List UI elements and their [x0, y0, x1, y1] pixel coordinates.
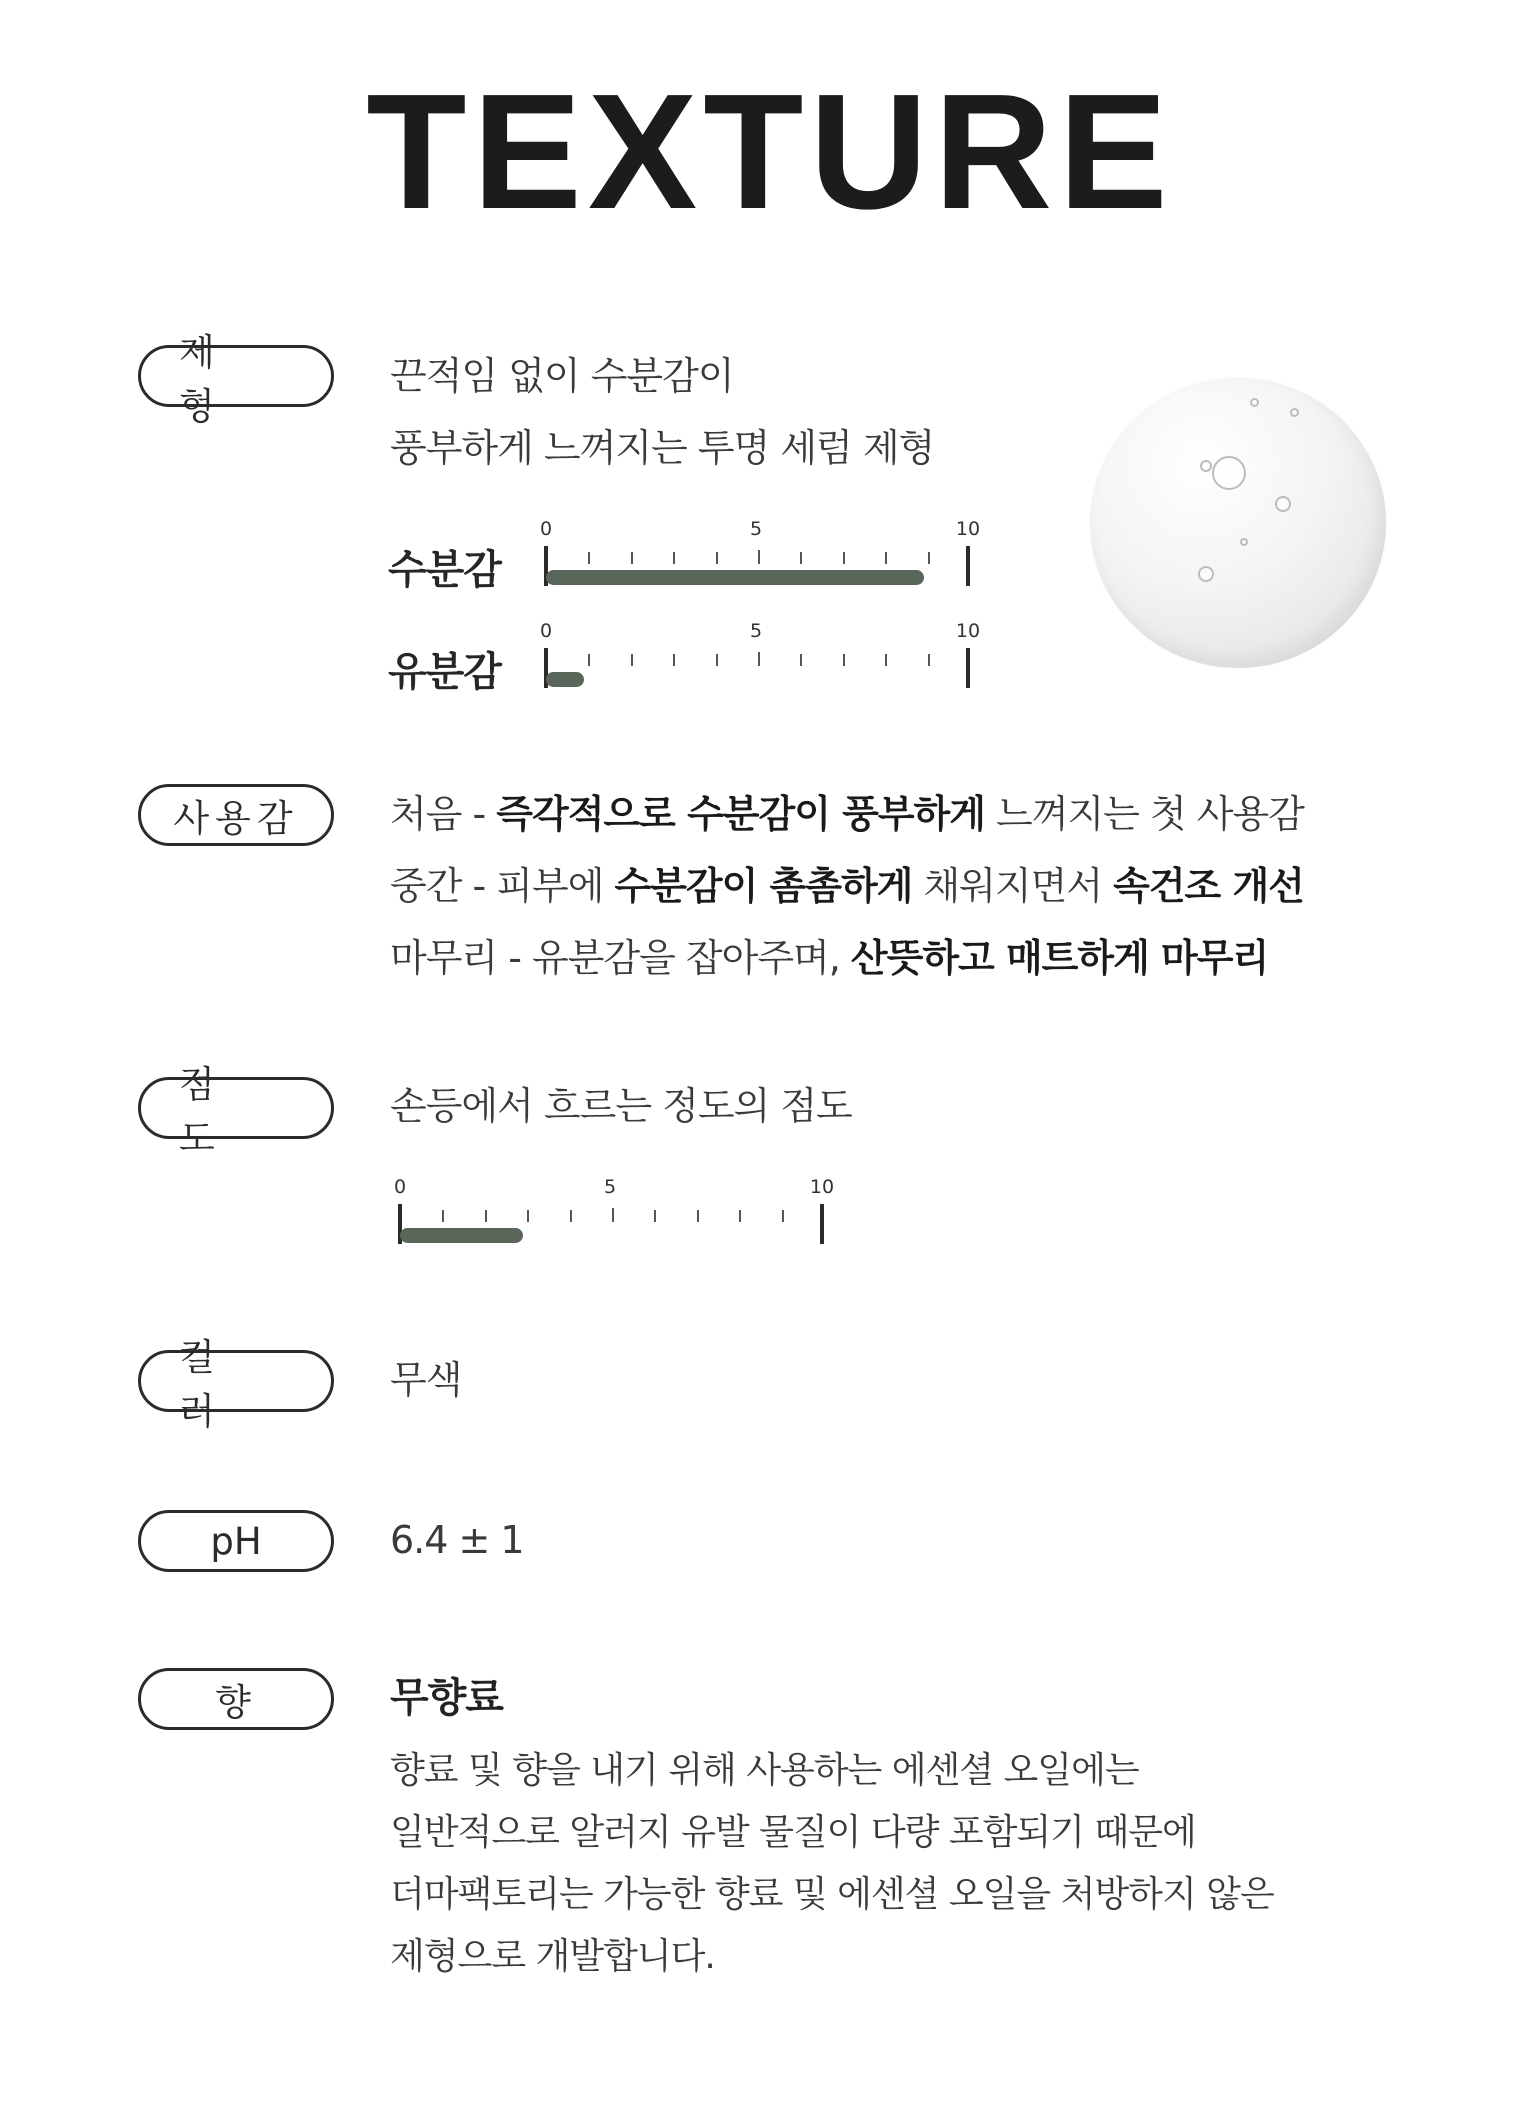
- feel-text: 중간 - 피부에: [390, 864, 615, 908]
- viscosity-scale-mid: 5: [603, 1176, 617, 1198]
- bubble-icon: [1240, 538, 1248, 546]
- serum-droplet-image: [1090, 378, 1386, 668]
- feel-line-middle: [390, 850, 1304, 922]
- scale-tick: [716, 654, 718, 666]
- scale-tick: [739, 1210, 741, 1222]
- feel-label: 사용감: [138, 784, 334, 846]
- moisture-label: 수분감: [388, 547, 501, 593]
- scale-tick: [442, 1210, 444, 1222]
- oil-scale-min: 0: [539, 620, 553, 642]
- scent-description: [390, 1740, 1274, 1988]
- moisture-gauge: [539, 512, 981, 592]
- feel-text: 처음 -: [390, 792, 497, 836]
- formulation-description: [390, 340, 934, 484]
- viscosity-description: 손등에서 흐르는 정도의 점도: [390, 1084, 852, 1128]
- feel-text: 마무리 - 유분감을 잡아주며,: [390, 936, 851, 980]
- scale-tick: [800, 654, 802, 666]
- feel-highlight: 즉각적으로 수분감이 풍부하게: [496, 792, 985, 836]
- ph-value: 6.4 ± 1: [390, 1518, 524, 1562]
- ph-label: pH: [138, 1510, 334, 1572]
- scent-label: 향: [138, 1668, 334, 1730]
- moisture-fill: [546, 570, 924, 585]
- bubble-icon: [1212, 456, 1246, 490]
- scale-tick: [800, 552, 802, 564]
- scale-tick: [758, 652, 760, 666]
- viscosity-gauge: [393, 1170, 835, 1250]
- scale-tick: [928, 654, 930, 666]
- viscosity-scale-max: 10: [809, 1176, 835, 1198]
- scale-tick: [588, 552, 590, 564]
- formulation-label: 제 형: [138, 345, 334, 407]
- viscosity-scale-min: 0: [393, 1176, 407, 1198]
- scent-line: 향료 및 향을 내기 위해 사용하는 에센셜 오일에는: [390, 1750, 1139, 1791]
- scale-tick: [758, 550, 760, 564]
- page-title: TEXTURE: [366, 60, 1174, 243]
- scale-tick: [673, 654, 675, 666]
- viscosity-fill: [400, 1228, 523, 1243]
- scent-line: 일반적으로 알러지 유발 물질이 다량 포함되기 때문에: [390, 1812, 1196, 1853]
- color-label: 컬 러: [138, 1350, 334, 1412]
- scale-tick: [588, 654, 590, 666]
- bubble-icon: [1200, 460, 1212, 472]
- bubble-icon: [1290, 408, 1299, 417]
- scale-tick: [631, 654, 633, 666]
- scale-tick: [527, 1210, 529, 1222]
- feel-text: 채워지면서: [912, 864, 1114, 908]
- scale-tick: [697, 1210, 699, 1222]
- scent-line: 더마팩토리는 가능한 향료 및 에센셜 오일을 처방하지 않은: [390, 1874, 1274, 1915]
- bubble-icon: [1250, 398, 1259, 407]
- scale-tick: [570, 1210, 572, 1222]
- moisture-scale-mid: 5: [749, 518, 763, 540]
- scent-line: 제형으로 개발합니다.: [390, 1936, 715, 1977]
- feel-line-first: [390, 778, 1304, 850]
- scale-tick: [928, 552, 930, 564]
- feel-highlight: 속건조 개선: [1113, 864, 1304, 908]
- scale-tick: [673, 552, 675, 564]
- scale-tick: [485, 1210, 487, 1222]
- scale-tick: [885, 654, 887, 666]
- moisture-scale-max: 10: [955, 518, 981, 540]
- scale-tick: [631, 552, 633, 564]
- oil-fill: [546, 672, 584, 687]
- feel-highlight: 수분감이 촘촘하게: [614, 864, 913, 908]
- moisture-scale-min: 0: [539, 518, 553, 540]
- feel-highlight: 산뜻하고 매트하게 마무리: [850, 936, 1269, 980]
- oil-label: 유분감: [388, 649, 501, 695]
- moisture-scale-end: [966, 546, 970, 586]
- scale-tick: [716, 552, 718, 564]
- scale-tick: [782, 1210, 784, 1222]
- bubble-icon: [1198, 566, 1214, 582]
- oil-gauge: [539, 614, 981, 694]
- scale-tick: [843, 552, 845, 564]
- scale-tick: [654, 1210, 656, 1222]
- oil-scale-mid: 5: [749, 620, 763, 642]
- oil-scale-end: [966, 648, 970, 688]
- feel-line-finish: [390, 922, 1304, 994]
- formulation-line: 끈적임 없이 수분감이: [390, 354, 734, 398]
- feel-description: [390, 778, 1304, 994]
- scale-tick: [612, 1208, 614, 1222]
- bubble-icon: [1275, 496, 1291, 512]
- scent-title: 무향료: [390, 1675, 503, 1721]
- color-value: 무색: [390, 1358, 462, 1402]
- feel-text: 느껴지는 첫 사용감: [984, 792, 1304, 836]
- oil-scale-max: 10: [955, 620, 981, 642]
- formulation-line: 풍부하게 느껴지는 투명 세럼 제형: [390, 426, 935, 470]
- viscosity-scale-end: [820, 1204, 824, 1244]
- scale-tick: [843, 654, 845, 666]
- scale-tick: [885, 552, 887, 564]
- viscosity-label: 점 도: [138, 1077, 334, 1139]
